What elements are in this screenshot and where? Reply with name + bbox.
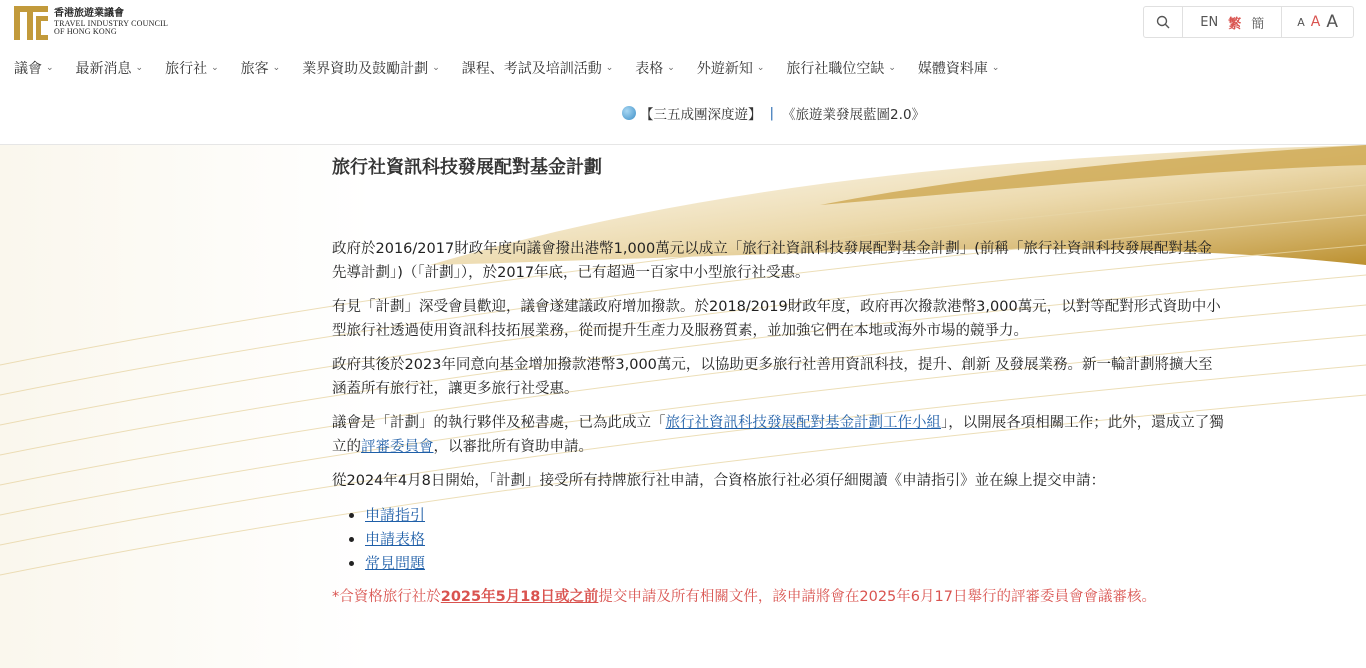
nav-item-courses[interactable] [462, 58, 614, 78]
nav-label: 媒體資料庫 [917, 61, 988, 77]
nav-item-news[interactable] [76, 58, 144, 78]
nav-item-travel-agents[interactable] [165, 58, 219, 78]
expansion-paragraph: 政府其後於2023年同意向基金增加撥款港幣3,000萬元，以協助更多旅行社善用資訊科技，提升、創新 及發展業務。新一輪計劃將擴大至涵蓋所有旅行社，讓更多旅行社受惠。 [332, 357, 1213, 397]
main-content [332, 150, 1224, 609]
font-size-switcher [1282, 7, 1353, 37]
faq-link[interactable]: 常見問題 [365, 554, 426, 572]
application-paragraph: 從2024年4月8日開始，「計劃」接受所有持牌旅行社申請，合資格旅行社必須仔細閱讀《申請指引》並在線上提交申請： [332, 473, 1106, 489]
main-nav [14, 58, 1021, 78]
nav-label: 表格 [635, 61, 664, 77]
lang-traditional-chinese[interactable]: 繁 [1228, 16, 1242, 32]
list-item [365, 527, 1224, 551]
nav-label: 旅客 [240, 61, 269, 77]
nav-item-media-library[interactable] [918, 58, 1000, 78]
site-logo[interactable] [14, 6, 168, 40]
logo-english-name-line2: OF HONG KONG [54, 27, 117, 37]
nav-label: 旅行社職位空缺 [786, 61, 885, 77]
chevron-down-icon: ⌄ [211, 63, 219, 73]
notice-deadline: 2025年5月18日或之前 [440, 589, 599, 605]
list-item [365, 551, 1224, 575]
banner-link-group-tours[interactable]: 【三五成團深度遊】 [640, 107, 762, 123]
font-size-small[interactable]: A [1297, 15, 1305, 29]
chevron-down-icon: ⌄ [667, 63, 675, 73]
chevron-down-icon: ⌄ [991, 63, 1000, 73]
nav-label: 旅行社 [165, 61, 208, 77]
application-guide-link[interactable]: 申請指引 [365, 506, 426, 524]
nav-item-outbound-travel[interactable] [697, 58, 765, 78]
chevron-down-icon: ⌄ [605, 63, 614, 73]
font-size-medium[interactable]: A [1310, 14, 1321, 30]
nav-item-council[interactable] [14, 58, 54, 78]
page-title: 旅行社資訊科技發展配對基金計劃 [332, 157, 602, 178]
site-header [0, 0, 1366, 145]
chevron-down-icon: ⌄ [888, 63, 896, 73]
promo-banner [622, 103, 925, 123]
secretariat-text-2: 」，以開展各項相關工作；此外，還成立了獨立的 [332, 415, 1224, 455]
nav-item-job-vacancies[interactable] [786, 58, 896, 78]
banner-link-blueprint[interactable]: 《旅遊業發展藍圖2.0》 [782, 107, 926, 123]
logo-chinese-name: 香港旅遊業議會 [54, 8, 124, 20]
notice-text-1: *合資格旅行社於 [332, 589, 441, 605]
application-form-link[interactable]: 申請表格 [365, 530, 426, 548]
vetting-committee-link[interactable]: 評審委員會 [361, 439, 434, 455]
banner-separator: | [769, 105, 775, 121]
funding-increase-paragraph: 有見「計劃」深受會員歡迎，議會遂建議政府增加撥款。於2018/2019財政年度，政府再次撥款港幣3,000萬元，以對等配對形式資助中小型旅行社透過使用資訊科技拓展業務，從而提升生產力及服務質素，並加強它們在本地或海外市場的競爭力。 [332, 299, 1221, 339]
nav-item-travellers[interactable] [241, 58, 281, 78]
search-button[interactable] [1144, 7, 1183, 37]
utility-bar [1143, 6, 1354, 38]
logo-english-name-line1: TRAVEL INDUSTRY COUNCIL [54, 18, 169, 28]
list-item [365, 503, 1224, 527]
language-switcher [1183, 7, 1282, 37]
notice-text-2: 提交申請及所有相關文件，該申請將會在2025年6月17日舉行的評審委員會會議審核。 [598, 589, 1156, 605]
deadline-notice [332, 585, 1224, 609]
nav-label: 外遊新知 [696, 61, 753, 77]
chevron-down-icon: ⌄ [756, 63, 765, 73]
chevron-down-icon: ⌄ [272, 63, 281, 73]
document-links-list [365, 503, 1224, 575]
nav-label: 課程、考試及培訓活動 [461, 61, 602, 77]
nav-label: 業界資助及鼓勵計劃 [302, 61, 429, 77]
search-icon [1156, 15, 1170, 29]
nav-label: 議會 [14, 61, 42, 77]
secretariat-paragraph [332, 411, 1224, 459]
chevron-down-icon: ⌄ [432, 63, 440, 73]
secretariat-text-1: 議會是「計劃」的執行夥伴及秘書處，已為此成立「 [332, 415, 666, 431]
font-size-large[interactable]: A [1326, 12, 1338, 32]
secretariat-text-3: ，以審批所有資助申請。 [433, 439, 593, 455]
working-group-link[interactable]: 旅行社資訊科技發展配對基金計劃工作小組 [665, 415, 941, 431]
intro-paragraph: 政府於2016/2017財政年度向議會撥出港幣1,000萬元以成立「旅行社資訊科技發展配對基金計劃」(前稱「旅行社資訊科技發展配對基金先導計劃」)（「計劃」），於2017年底，已有超過一百家中小型旅行社受惠。 [332, 241, 1212, 281]
chevron-down-icon: ⌄ [135, 63, 144, 73]
globe-icon [622, 106, 636, 120]
nav-item-funding-schemes[interactable] [302, 58, 440, 78]
nav-item-forms[interactable] [635, 58, 675, 78]
lang-en[interactable]: EN [1200, 14, 1219, 30]
lang-simplified-chinese[interactable]: 簡 [1251, 16, 1265, 32]
chevron-down-icon: ⌄ [46, 63, 54, 73]
tic-logo-icon [14, 6, 48, 40]
nav-label: 最新消息 [75, 61, 132, 77]
